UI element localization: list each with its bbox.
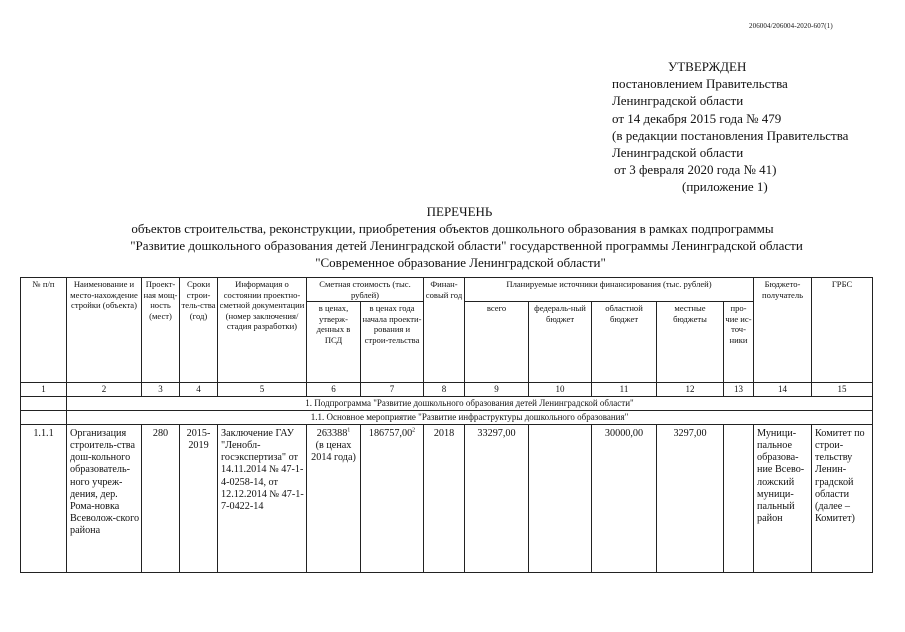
column-number: 11 [592,383,657,397]
heading-line: "Развитие дошкольного образования детей Ленинградской области" государственной программы Ленинградской области [130,238,803,253]
header-row [21,278,873,302]
column-number: 10 [529,383,592,397]
document-heading [0,203,905,271]
approval-line: постановлением Правительства [612,76,788,92]
section-activity-label: 1.1. Основное мероприятие "Развитие инфраструктуры дошкольного образования" [67,411,873,425]
section-row-activity [21,411,873,425]
footnote-mark: 2 [412,427,416,434]
col-header-other: про-чие ис-точ-ники [724,302,754,383]
section-subprogram-label: 1. Подпрограмма "Развитие дошкольного образования детей Ленинградской области" [67,397,873,411]
column-number: 7 [361,383,424,397]
row-period: 2015-2019 [180,425,218,573]
approval-appendix: (приложение 1) [682,179,768,195]
heading-line: "Современное образование Ленинградской области" [315,255,606,270]
row-regional: 30000,00 [592,425,657,573]
column-number: 12 [657,383,724,397]
col-header-total: всего [465,302,529,383]
approval-line: от 3 февраля 2020 года № 41) [614,162,777,178]
cost-psd-note: (в ценах 2014 года) [311,440,356,464]
approval-line: Ленинградской области [612,93,744,109]
column-number: 9 [465,383,529,397]
approval-block [612,58,848,196]
approval-line: Ленинградской области [612,145,744,161]
row-cost-start [361,425,424,573]
row-object-name: Организация строитель-ства дош-кольного образователь-ного учреж-дения, дер. Рома-новка Всеволож-ского района [67,425,142,573]
row-cost-psd [307,425,361,573]
objects-table [20,277,873,573]
row-capacity: 280 [142,425,180,573]
section-spacer [21,411,67,425]
row-year: 2018 [424,425,465,573]
row-grbs: Комитет по строи-тельству Ленин-градской области (далее – Комитет) [812,425,873,573]
column-number: 13 [724,383,754,397]
row-total: 33297,00 [465,425,529,573]
col-header-cost-psd: в ценах, утверж-денных в ПСД [307,302,361,383]
approval-title: УТВЕРЖДЕН [668,59,747,74]
row-local: 3297,00 [657,425,724,573]
section-row-subprogram [21,397,873,411]
col-header-capacity: Проект-ная мощ-ность (мест) [142,278,180,383]
row-docs: Заключение ГАУ "Ленобл-госэкспертиза" от 14.11.2014 № 47-1-4-0258-14, от 12.12.2014 № 47-1-7-0422-14 [218,425,307,573]
cost-start-value: 186757,00 [368,428,413,440]
col-header-name: Наименование и место-нахождение стройки (объекта) [67,278,142,383]
col-header-finance-group: Планируемые источники финансирования (тыс. рублей) [465,278,754,302]
column-number: 6 [307,383,361,397]
column-number: 3 [142,383,180,397]
col-header-grbs: ГРБС [812,278,873,383]
column-numbers-row [21,383,873,397]
col-header-local: местные бюджеты [657,302,724,383]
column-number: 2 [67,383,142,397]
col-header-year: Финан-совый год [424,278,465,383]
table-row [21,425,873,573]
col-header-recipient: Бюджето-получатель [754,278,812,383]
document-number: 206004/206004-2020-607(1) [749,22,833,30]
column-number: 4 [180,383,218,397]
row-other [724,425,754,573]
column-number: 14 [754,383,812,397]
approval-line: (в редакции постановления Правительства [612,127,849,143]
heading-title: ПЕРЕЧЕНЬ [426,204,493,219]
section-spacer [21,397,67,411]
col-header-period: Сроки строи-тель-ства (год) [180,278,218,383]
col-header-num: № п/п [21,278,67,383]
footnote-mark: 1 [347,427,351,434]
col-header-cost-group: Сметная стоимость (тыс. рублей) [307,278,424,302]
heading-line: объектов строительства, реконструкции, приобретения объектов дошкольного образования в рамках подпрограммы [131,221,774,236]
column-number: 8 [424,383,465,397]
column-number: 1 [21,383,67,397]
column-number: 5 [218,383,307,397]
col-header-docs: Информация о состоянии проектно-сметной документации (номер заключения/ стадия разработки) [218,278,307,383]
row-recipient: Муници-пальное образова-ние Всево-ложский муници-пальный район [754,425,812,573]
col-header-federal: федераль-ный бюджет [529,302,592,383]
col-header-cost-start: в ценах года начала проекти-рования и строи-тельства [361,302,424,383]
column-number: 15 [812,383,873,397]
row-number: 1.1.1 [21,425,67,573]
cost-psd-value: 263388 [316,428,348,440]
approval-line: от 14 декабря 2015 года № 479 [612,110,782,126]
row-federal [529,425,592,573]
col-header-regional: областной бюджет [592,302,657,383]
